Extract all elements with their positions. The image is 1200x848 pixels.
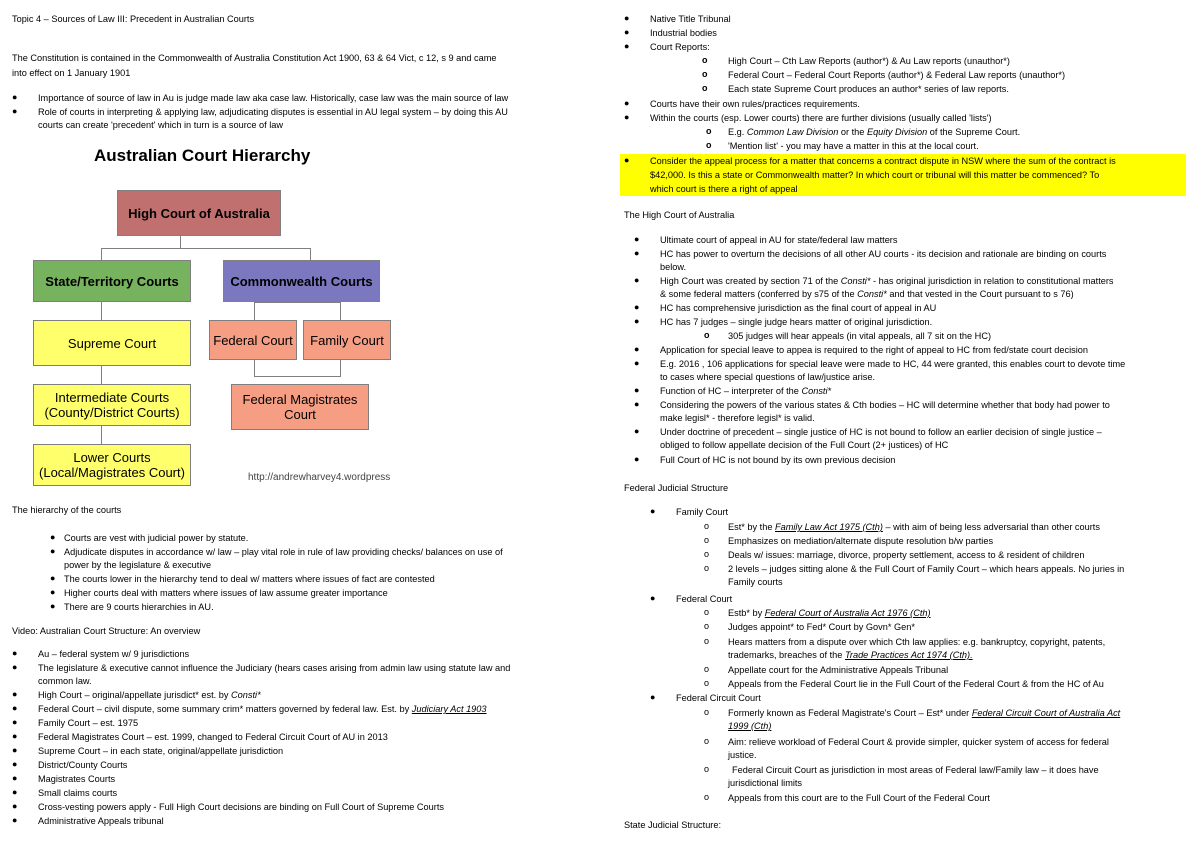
text: High Court – original/appellate jurisdict* est. by: [38, 690, 229, 700]
sub-item: Federal Circuit Court as jurisdiction in most areas of Federal law/Family law – it does have: [732, 765, 1099, 775]
connector: [101, 248, 102, 260]
connector: [101, 302, 102, 320]
act-reference: Trade Practices Act 1974 (Cth).: [844, 650, 973, 660]
text: Est* by the: [728, 522, 773, 532]
circle-bullet-icon: o: [704, 563, 710, 573]
sub-item: [728, 522, 1100, 533]
list-item: Federal Circuit Court: [676, 693, 761, 703]
list-item: Role of courts in interpreting & applying law, adjudicating disputes is essential in AU legal system – by doing this AU: [38, 107, 508, 117]
sub-item: Hears matters from a dispute over which Cth law applies: e.g. bankruptcy, copyright, patents,: [728, 637, 1106, 647]
sub-item: Appeals from the Federal Court lie in the Full Court of the Federal Court & from the HC of Au: [728, 679, 1104, 689]
list-item-cont: [660, 289, 1074, 300]
circle-bullet-icon: o: [704, 707, 710, 717]
list-item: [38, 690, 261, 701]
highlight-line: Consider the appeal process for a matter that concerns a contract dispute in NSW where the sum of the contract is: [650, 156, 1116, 166]
bullet-icon: ●: [634, 302, 640, 312]
bullet-icon: ●: [12, 717, 18, 727]
bullet-icon: ●: [12, 662, 18, 672]
bullet-icon: ●: [12, 106, 18, 116]
list-item: HC has power to overturn the decisions of all other AU courts - its decision and rationale are binding on courts: [660, 249, 1107, 259]
list-item: Native Title Tribunal: [650, 14, 731, 24]
connector: [254, 376, 341, 377]
intermediate-label: Intermediate Courts: [54, 390, 170, 405]
list-item-cont: below.: [660, 262, 687, 272]
list-item-cont: obliged to follow appellate decision of the Full Court (2+ justices) of HC: [660, 440, 949, 450]
bullet-icon: ●: [650, 506, 656, 516]
list-item: Family Court: [676, 507, 729, 517]
sub-item: [728, 708, 1120, 719]
state-territory-box: State/Territory Courts: [33, 260, 191, 302]
circle-bullet-icon: o: [704, 330, 710, 340]
list-item: Family Court – est. 1975: [38, 718, 139, 728]
circle-bullet-icon: o: [704, 521, 710, 531]
list-item: Courts are vest with judicial power by statute.: [64, 533, 249, 543]
sub-item-cont: [728, 721, 771, 732]
sub-item: 305 judges will hear appeals (in vital appeals, all 7 sit on the HC): [728, 331, 992, 341]
constitution-line-2: into effect on 1 January 1901: [12, 68, 131, 78]
text: Function of HC – interpreter of the: [660, 386, 799, 396]
lower-courts-box: [33, 444, 191, 486]
bullet-icon: ●: [12, 648, 18, 658]
list-item: Importance of source of law in Au is judge made law aka case law. Historically, case law was the main source of law: [38, 93, 509, 103]
list-item-cont: common law.: [38, 676, 92, 686]
sub-item: Federal Court – Federal Court Reports (author*) & Federal Law reports (unauthor*): [728, 70, 1066, 80]
text: or the: [840, 127, 865, 137]
circle-bullet-icon: o: [704, 664, 710, 674]
connector: [101, 248, 311, 249]
bullet-icon: ●: [634, 316, 640, 326]
list-item-cont: make legisl* - therefore legisl* is valid.: [660, 413, 815, 423]
list-item-cont: power by the legislature & executive: [64, 560, 212, 570]
list-item: Full Court of HC is not bound by its own previous decision: [660, 455, 896, 465]
diagram-source: http://andrewharvey4.wordpress: [248, 472, 391, 483]
sub-item: Aim: relieve workload of Federal Court & provide simpler, quicker system of access for federal: [728, 737, 1109, 747]
bullet-icon: ●: [12, 815, 18, 825]
connector: [101, 366, 102, 384]
bullet-icon: ●: [624, 41, 630, 51]
sub-item-cont: justice.: [728, 750, 757, 760]
act-reference: 1999 (Cth): [728, 721, 772, 731]
act-reference: Judiciary Act 1903: [411, 704, 487, 714]
bullet-icon: ●: [12, 745, 18, 755]
circle-bullet-icon: o: [704, 549, 710, 559]
sub-item: Deals w/ issues: marriage, divorce, property settlement, access to & resident of children: [728, 550, 1085, 560]
circle-bullet-icon: o: [704, 607, 710, 617]
commonwealth-box: Commonwealth Courts: [223, 260, 380, 302]
bullet-icon: ●: [624, 27, 630, 37]
circle-bullet-icon: o: [704, 535, 710, 545]
list-item: Supreme Court – in each state, original/appellate jurisdiction: [38, 746, 284, 756]
sub-item: 'Mention list' - you may have a matter in this at the local court.: [728, 141, 979, 151]
list-item: Application for special leave to appea is required to the right of appeal to HC from fed/state court decision: [660, 345, 1088, 355]
family-court-box: Family Court: [303, 320, 391, 360]
sub-item: 2 levels – judges sitting alone & the Full Court of Family Court – which hears appeals. No juries in: [728, 564, 1125, 574]
connector: [180, 236, 181, 248]
list-item: Small claims courts: [38, 788, 118, 798]
connector: [340, 302, 341, 320]
bullet-icon: ●: [50, 546, 56, 556]
bullet-icon: ●: [634, 399, 640, 409]
constitution-line-1: The Constitution is contained in the Commonwealth of Australia Constitution Act 1900, 63 & 64 Vict, c 12, s 9 and came: [12, 53, 497, 63]
italic-text: Consti*: [840, 276, 871, 286]
text: Estb* by: [728, 608, 763, 618]
diagram-title: Australian Court Hierarchy: [94, 146, 311, 165]
italic-text: Consti*: [801, 386, 832, 396]
circle-bullet-icon: o: [704, 792, 710, 802]
list-item: Under doctrine of precedent – single justice of HC is not bound to follow an earlier decision of single justice –: [660, 427, 1102, 437]
circle-bullet-icon: o: [704, 678, 710, 688]
list-item: HC has comprehensive jurisdiction as the final court of appeal in AU: [660, 303, 937, 313]
list-item-cont: to cases where special questions of law/justice arise.: [660, 372, 875, 382]
sub-item: High Court – Cth Law Reports (author*) & Au Law reports (unauthor*): [728, 56, 1010, 66]
highlight-line: $42,000. Is this a state or Commonwealth matter? In which court or tribunal will this matter be commenced? To: [650, 170, 1100, 180]
list-item: [660, 386, 831, 397]
text: of the Supreme Court.: [929, 127, 1021, 137]
list-item: The legislature & executive cannot influence the Judiciary (hears cases arising from admin law using statute law and: [38, 663, 511, 673]
bullet-icon: ●: [634, 426, 640, 436]
lower-label: Lower Courts: [73, 450, 151, 465]
list-item: There are 9 courts hierarchies in AU.: [64, 602, 214, 612]
list-item: [660, 276, 1114, 287]
bullet-icon: ●: [634, 234, 640, 244]
list-item: Federal Magistrates Court – est. 1999, changed to Federal Circuit Court of AU in 2013: [38, 732, 388, 742]
bullet-icon: ●: [634, 248, 640, 258]
circle-bullet-icon: o: [704, 621, 710, 631]
list-item: Within the courts (esp. Lower courts) there are further divisions (usually called 'lists'): [650, 113, 992, 123]
text: trademarks, breaches of the: [728, 650, 843, 660]
list-item: Cross-vesting powers apply - Full High Court decisions are binding on Full Court of Supreme Courts: [38, 802, 444, 812]
italic-text: Consti*: [231, 690, 261, 700]
high-court-box: High Court of Australia: [117, 190, 281, 236]
bullet-icon: ●: [650, 593, 656, 603]
bullet-icon: ●: [12, 689, 18, 699]
list-item: Court Reports:: [650, 42, 710, 52]
circle-bullet-icon: o: [702, 55, 708, 65]
list-item: Considering the powers of the various states & Cth bodies – HC will determine whether that body had power to: [660, 400, 1110, 410]
bullet-icon: ●: [634, 385, 640, 395]
list-item: HC has 7 judges – single judge hears matter of original jurisdiction.: [660, 317, 933, 327]
circle-bullet-icon: o: [704, 636, 710, 646]
sub-item: [728, 608, 931, 619]
text: High Court was created by section 71 of the: [660, 276, 839, 286]
list-item: Industrial bodies: [650, 28, 717, 38]
bullet-icon: ●: [50, 532, 56, 542]
circle-bullet-icon: o: [704, 764, 710, 774]
lower-sub: (Local/Magistrates Court): [39, 465, 185, 480]
list-item: The courts lower in the hierarchy tend to deal w/ matters where issues of fact are contested: [64, 574, 435, 584]
italic-text: Consti*: [857, 289, 887, 299]
italic-text: Equity Division: [866, 127, 928, 137]
federal-court-box: Federal Court: [209, 320, 297, 360]
list-item: [38, 704, 487, 715]
bullet-icon: ●: [624, 98, 630, 108]
state-structure-heading: State Judicial Structure:: [624, 820, 722, 830]
list-item: Federal Court: [676, 594, 733, 604]
highlight-line: which court is there a right of appeal: [650, 184, 798, 194]
hierarchy-heading: The hierarchy of the courts: [12, 505, 122, 515]
connector: [254, 360, 255, 376]
list-item: Administrative Appeals tribunal: [38, 816, 164, 826]
list-item-cont: courts can create 'precedent' which in turn is a source of law: [38, 120, 284, 130]
bullet-icon: ●: [634, 454, 640, 464]
bullet-icon: ●: [624, 155, 630, 165]
circle-bullet-icon: o: [706, 126, 712, 136]
video-heading: Video: Australian Court Structure: An overview: [12, 626, 201, 636]
fmc-sub: Court: [284, 407, 316, 422]
sub-item: Emphasizes on mediation/alternate dispute resolution b/w parties: [728, 536, 994, 546]
federal-magistrates-box: [231, 384, 369, 430]
circle-bullet-icon: o: [704, 736, 710, 746]
list-item: Au – federal system w/ 9 jurisdictions: [38, 649, 190, 659]
connector: [340, 360, 341, 376]
sub-item-cont: [728, 650, 973, 661]
intermediate-courts-box: [33, 384, 191, 426]
text: & some federal matters (conferred by s75 of the: [660, 289, 855, 299]
bullet-icon: ●: [12, 703, 18, 713]
bullet-icon: ●: [12, 92, 18, 102]
connector: [310, 248, 311, 260]
list-item: District/County Courts: [38, 760, 128, 770]
bullet-icon: ●: [624, 112, 630, 122]
sub-item: Judges appoint* to Fed* Court by Govn* Gen*: [728, 622, 915, 632]
act-reference: Federal Court of Australia Act 1976 (Cth): [764, 608, 931, 618]
fmc-label: Federal Magistrates: [242, 392, 358, 407]
bullet-icon: ●: [634, 344, 640, 354]
list-item: Courts have their own rules/practices requirements.: [650, 99, 860, 109]
sub-item-cont: jurisdictional limits: [728, 778, 803, 788]
bullet-icon: ●: [12, 731, 18, 741]
circle-bullet-icon: o: [702, 69, 708, 79]
high-court-heading: The High Court of Australia: [624, 210, 735, 220]
bullet-icon: ●: [12, 801, 18, 811]
act-reference: Federal Circuit Court of Australia Act: [971, 708, 1121, 718]
bullet-icon: ●: [650, 692, 656, 702]
italic-text: Common Law Division: [746, 127, 839, 137]
sub-item: Appeals from this court are to the Full Court of the Federal Court: [728, 793, 990, 803]
list-item: E.g. 2016 , 106 applications for special leave were made to HC, 44 were granted, this enables court to devote time: [660, 359, 1126, 369]
bullet-icon: ●: [50, 573, 56, 583]
circle-bullet-icon: o: [702, 83, 708, 93]
text: - has original jurisdiction in relation to constitutional matters: [872, 276, 1114, 286]
bullet-icon: ●: [634, 358, 640, 368]
topic-title: Topic 4 – Sources of Law III: Precedent in Australian Courts: [12, 14, 255, 24]
bullet-icon: ●: [50, 601, 56, 611]
text: E.g.: [728, 127, 745, 137]
bullet-icon: ●: [12, 759, 18, 769]
bullet-icon: ●: [624, 13, 630, 23]
circle-bullet-icon: o: [706, 140, 712, 150]
list-item: Magistrates Courts: [38, 774, 116, 784]
connector: [101, 426, 102, 444]
list-item: Ultimate court of appeal in AU for state/federal law matters: [660, 235, 898, 245]
sub-item: [728, 127, 1020, 138]
text: – with aim of being less adversarial than other courts: [885, 522, 1100, 532]
text: Formerly known as Federal Magistrate's Court – Est* under: [728, 708, 970, 718]
connector: [254, 302, 341, 303]
bullet-icon: ●: [634, 275, 640, 285]
supreme-court-box: Supreme Court: [33, 320, 191, 366]
act-reference: Family Law Act 1975 (Cth): [775, 522, 883, 532]
list-item: Higher courts deal with matters where issues of law assume greater importance: [64, 588, 388, 598]
sub-item-cont: Family courts: [728, 577, 783, 587]
text: Federal Court – civil dispute, some summary crim* matters governed by federal law. Est. by: [38, 704, 410, 714]
list-item: Adjudicate disputes in accordance w/ law – play vital role in rule of law providing checks/ balances on use of: [64, 547, 503, 557]
sub-item: Each state Supreme Court produces an author* series of law reports.: [728, 84, 1009, 94]
connector: [254, 302, 255, 320]
sub-item: Appellate court for the Administrative Appeals Tribunal: [728, 665, 949, 675]
federal-structure-heading: Federal Judicial Structure: [624, 483, 729, 493]
text: and that vested in the Court pursuant to s 76): [889, 289, 1074, 299]
bullet-icon: ●: [12, 773, 18, 783]
intermediate-sub: (County/District Courts): [44, 405, 180, 420]
bullet-icon: ●: [12, 787, 18, 797]
court-hierarchy-diagram: [20, 146, 440, 491]
bullet-icon: ●: [50, 587, 56, 597]
